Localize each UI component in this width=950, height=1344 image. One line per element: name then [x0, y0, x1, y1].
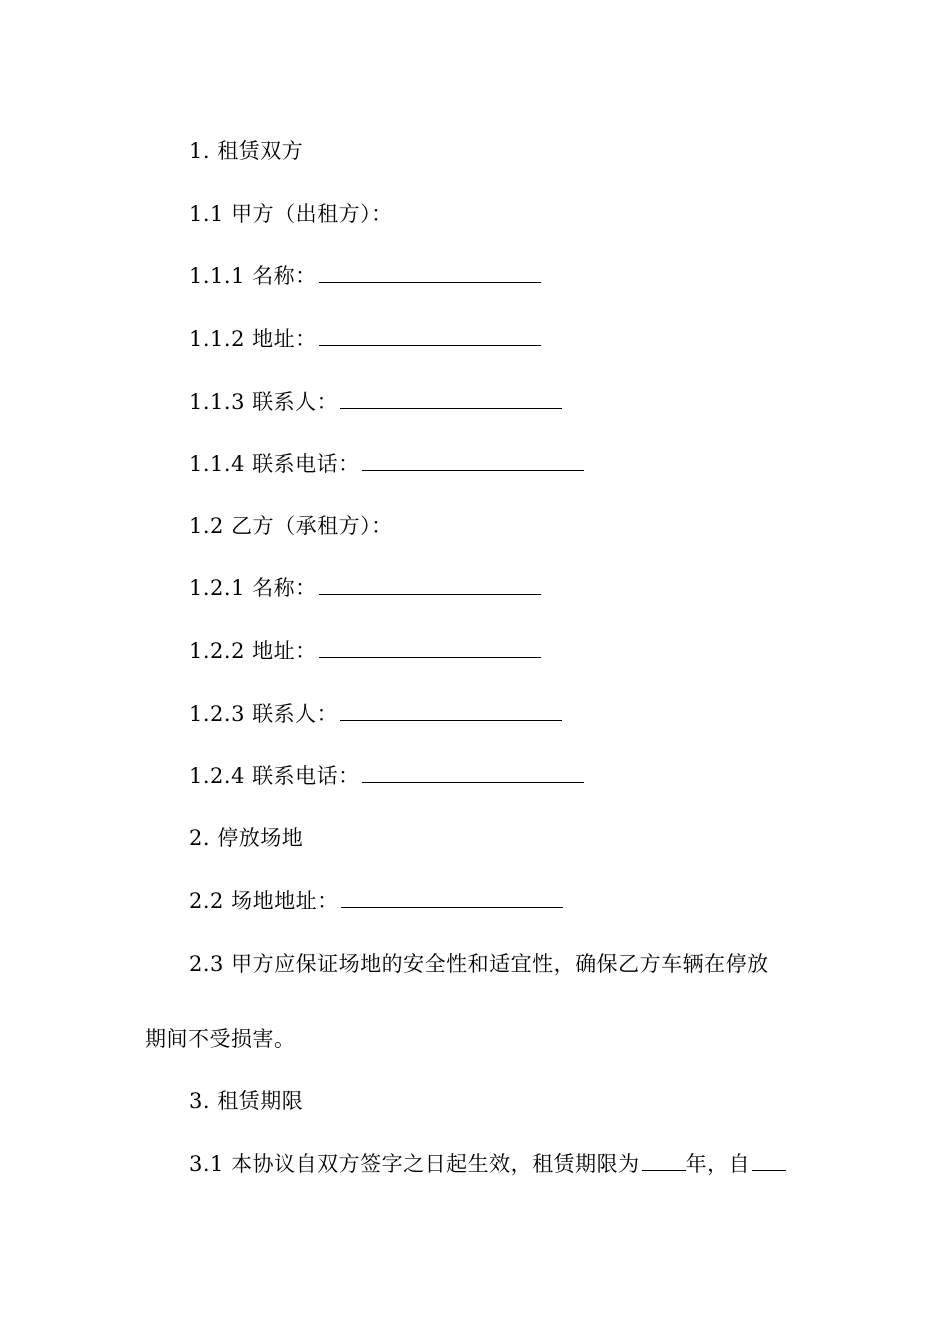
line-text: 1.2.3 联系人： [189, 702, 339, 726]
clause-party-a-address [189, 325, 541, 353]
line-text: 年，自 [685, 1152, 751, 1176]
clause-party-a-name [189, 262, 541, 290]
line-text: 2.2 场地地址： [189, 889, 339, 913]
clause-site-address [189, 887, 563, 915]
site-address-blank[interactable] [341, 887, 563, 908]
clause-party-a-phone [189, 450, 584, 478]
section-heading-term [189, 1087, 303, 1115]
line-text: 1.2.4 联系电话： [189, 764, 360, 788]
line-text: 1. 租赁双方 [189, 139, 304, 163]
clause-party-b-phone [189, 762, 584, 790]
section-heading-parking [189, 824, 303, 852]
party-a-contact-blank[interactable] [340, 388, 562, 409]
clause-party-b [189, 512, 393, 540]
party-b-contact-blank[interactable] [340, 700, 562, 721]
line-text: 3.1 本协议自双方签字之日起生效，租赁期限为 [189, 1152, 640, 1176]
line-text: 1.1.2 地址： [189, 327, 317, 351]
line-text: 期间不受损害。 [145, 1027, 296, 1051]
line-text: 2. 停放场地 [189, 826, 304, 850]
party-b-name-blank[interactable] [319, 574, 541, 595]
term-years-blank[interactable] [642, 1150, 686, 1171]
clause-party-b-contact [189, 700, 562, 728]
clause-party-a-contact [189, 388, 562, 416]
party-a-address-blank[interactable] [319, 325, 541, 346]
clause-party-b-name [189, 574, 541, 602]
term-start-blank[interactable] [752, 1150, 786, 1171]
line-text: 1.1.1 名称： [189, 264, 317, 288]
line-text: 1.2 乙方（承租方）： [189, 514, 393, 538]
line-text: 2.3 甲方应保证场地的安全性和适宜性，确保乙方车辆在停放 [189, 952, 769, 976]
clause-party-a [189, 200, 393, 228]
line-text: 3. 租赁期限 [189, 1089, 304, 1113]
line-text: 1.1.3 联系人： [189, 390, 339, 414]
section-heading-parties [189, 137, 303, 165]
party-b-phone-blank[interactable] [362, 762, 584, 783]
clause-site-safety-continued [145, 1025, 296, 1053]
party-a-name-blank[interactable] [319, 262, 541, 283]
clause-term-start [189, 1150, 786, 1178]
line-text: 1.2.2 地址： [189, 639, 317, 663]
party-a-phone-blank[interactable] [362, 450, 584, 471]
party-b-address-blank[interactable] [319, 637, 541, 658]
line-text: 1.1.4 联系电话： [189, 452, 360, 476]
clause-site-safety [189, 950, 769, 978]
clause-party-b-address [189, 637, 541, 665]
line-text: 1.2.1 名称： [189, 576, 317, 600]
line-text: 1.1 甲方（出租方）： [189, 202, 393, 226]
